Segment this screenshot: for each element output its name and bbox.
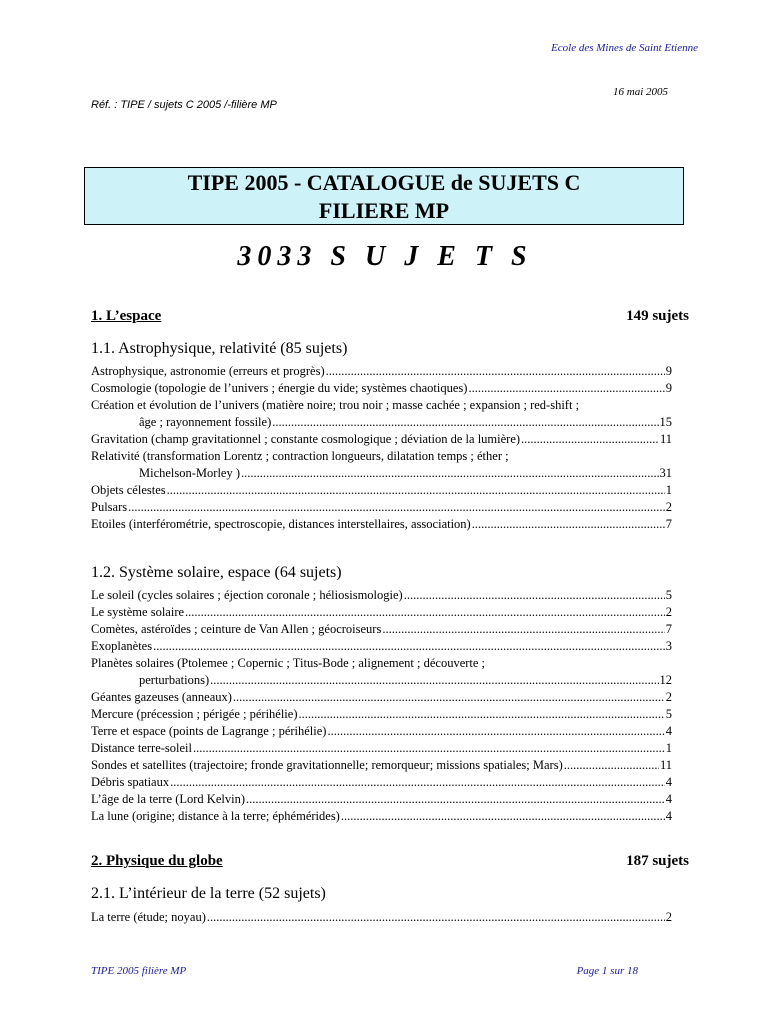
list-item-continuation: Michelson-Morley ) ..... 31 [139,465,672,482]
list-item: Débris spatiaux ..... 4 [91,774,672,791]
subsection-title: 2.1. L’intérieur de la terre (52 sujets) [91,885,326,902]
list-item: Mercure (précession ; périgée ; périhélie) ..... 5 [91,706,672,723]
list-item: Objets célestes ..... 1 [91,482,672,499]
title-line-1: TIPE 2005 - CATALOGUE de SUJETS C [187,170,581,195]
list-item: L’âge de la terre (Lord Kelvin) ..... 4 [91,791,672,808]
list-item-continuation: âge ; rayonnement fossile) ..... 15 [139,414,672,431]
section-count: 187 sujets [626,853,689,869]
list-item: Exoplanètes ..... 3 [91,638,672,655]
section-title: 2. Physique du globe [91,853,223,869]
list-item: Cosmologie (topologie de l’univers ; énergie du vide; systèmes chaotiques) ..... 9 [91,380,672,397]
total-subjects: 3033 S U J E T S [237,241,533,272]
subsection-title: 1.2. Système solaire, espace (64 sujets) [91,564,342,581]
list-item: Pulsars ..... 2 [91,499,672,516]
list-item: La terre (étude; noyau) ..... 2 [91,909,672,926]
section-title: 1. L’espace [91,308,162,324]
list-item: Terre et espace (points de Lagrange ; périhélie) ..... 4 [91,723,672,740]
list-item: La lune (origine; distance à la terre; éphémérides) ..... 4 [91,808,672,825]
document-reference: Réf. : TIPE / sujets C 2005 /-filière MP [91,99,277,111]
list-item: Planètes solaires (Ptolemee ; Copernic ; Titus-Bode ; alignement ; découverte ; [91,656,486,670]
list-item: Le système solaire ..... 2 [91,604,672,621]
list-item: Sondes et satellites (trajectoire; fronde gravitationnelle; remorqueur; missions spatiales; Mars) ..... 11 [91,757,672,774]
school-name: Ecole des Mines de Saint Etienne [551,42,698,54]
page-number: Page 1 sur 18 [576,965,638,977]
title-box [84,167,684,225]
section-count: 149 sujets [626,308,689,324]
list-item-continuation: perturbations) ..... 12 [139,672,672,689]
document-date: 16 mai 2005 [613,86,668,98]
list-item: Etoiles (interférométrie, spectroscopie, distances interstellaires, association) ..... 7 [91,516,672,533]
section-heading [91,308,689,325]
title-line-2: FILIERE MP [318,198,450,223]
list-item: Relativité (transformation Lorentz ; contraction longueurs, dilatation temps ; éther ; [91,449,509,463]
section-heading [91,853,689,870]
list-item: Création et évolution de l’univers (matière noire; trou noir ; masse cachée ; expansion ; red-shift ; [91,398,580,412]
subsection-title: 1.1. Astrophysique, relativité (85 sujets) [91,340,348,357]
list-item: Géantes gazeuses (anneaux) ..... 2 [91,689,672,706]
footer-title: TIPE 2005 filière MP [91,965,187,977]
list-item: Comètes, astéroïdes ; ceinture de Van Allen ; géocroiseurs ..... 7 [91,621,672,638]
list-item: Astrophysique, astronomie (erreurs et progrès) ..... 9 [91,363,672,380]
list-item: Gravitation (champ gravitationnel ; constante cosmologique ; déviation de la lumière) ..... 11 [91,431,672,448]
list-item: Le soleil (cycles solaires ; éjection coronale ; héliosismologie) ..... 5 [91,587,672,604]
list-item: Distance terre-soleil ..... 1 [91,740,672,757]
